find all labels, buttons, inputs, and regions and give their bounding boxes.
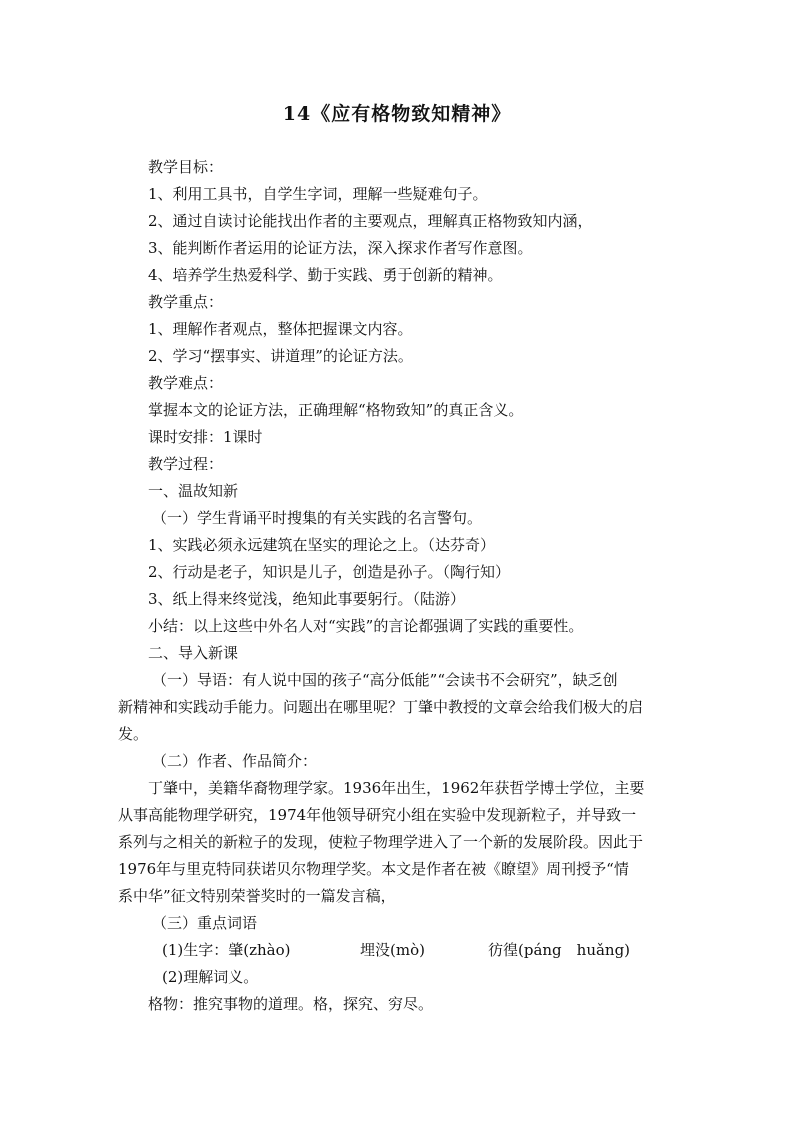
author-line-4: 1976年与里克特同获诺贝尔物理学奖。本文是作者在被《瞭望》周刊授予“情	[118, 860, 629, 878]
intro-line-3: 发。	[118, 725, 149, 743]
intro-line-2: 新精神和实践动手能力。问题出在哪里呢？丁肇中教授的文章会给我们极大的启	[118, 698, 644, 716]
goal-3: 3、能判断作者运用的论证方法，深入探求作者写作意图。	[148, 239, 533, 257]
section-heading-key-points: 教学重点：	[148, 293, 224, 311]
quote-3: 3、纸上得来终觉浅，绝知此事要躬行。（陆游）	[148, 590, 466, 608]
key-point-2: 2、学习“摆事实、讲道理”的论证方法。	[148, 347, 413, 365]
author-line-1: 丁肇中，美籍华裔物理学家。1936年出生，1962年获哲学博士学位，主要	[148, 779, 645, 797]
goal-4: 4、培养学生热爱科学、勤于实践、勇于创新的精神。	[148, 266, 503, 284]
summary-text: 小结：以上这些中外名人对“实践”的言论都强调了实践的重要性。	[148, 617, 584, 635]
vocab-definition-1: 格物：推究事物的道理。格，探究、穷尽。	[148, 995, 434, 1013]
author-heading: （二）作者、作品简介：	[152, 752, 318, 770]
quote-2: 2、行动是老子，知识是儿子，创造是孙子。（陶行知）	[148, 563, 511, 581]
section-heading-process: 教学过程：	[148, 455, 224, 473]
section-heading-goals: 教学目标：	[148, 158, 224, 176]
difficulty-text: 掌握本文的论证方法，正确理解“格物致知”的真正含义。	[148, 401, 524, 419]
key-point-1: 1、理解作者观点，整体把握课文内容。	[148, 320, 413, 338]
page-title: 14《应有格物致知精神》	[282, 103, 512, 125]
goal-1: 1、利用工具书，自学生字词，理解一些疑难句子。	[148, 185, 488, 203]
intro-line-1: （一）导语：有人说中国的孩子“高分低能”“会读书不会研究”，缺乏创	[152, 671, 618, 689]
author-line-5: 系中华”征文特别荣誉奖时的一篇发言稿，	[118, 887, 396, 905]
vocab-word-1: (1)生字：肇(zhào)	[162, 941, 291, 959]
vocab-meaning-heading: (2)理解词义。	[162, 968, 259, 986]
author-line-2: 从事高能物理学研究，1974年他领导研究小组在实验中发现新粒子，并导致一	[118, 806, 637, 824]
process-substep: （一）学生背诵平时搜集的有关实践的名言警句。	[152, 509, 483, 527]
process-step-1: 一、温故知新	[148, 482, 239, 500]
quote-1: 1、实践必须永远建筑在坚实的理论之上。（达芬奇）	[148, 536, 496, 554]
process-step-2: 二、导入新课	[148, 644, 239, 662]
vocab-heading: （三）重点词语	[152, 914, 258, 932]
goal-2: 2、通过自读讨论能找出作者的主要观点，理解真正格物致知内涵，	[148, 212, 593, 230]
schedule-text: 课时安排：1课时	[148, 428, 263, 446]
author-line-3: 系列与之相关的新粒子的发现，使粒子物理学进入了一个新的发展阶段。因此于	[118, 833, 644, 851]
section-heading-difficulty: 教学难点：	[148, 374, 224, 392]
vocab-word-3: 彷徨(páng huǎng)	[488, 941, 631, 959]
vocab-word-2: 埋没(mò)	[360, 941, 425, 959]
